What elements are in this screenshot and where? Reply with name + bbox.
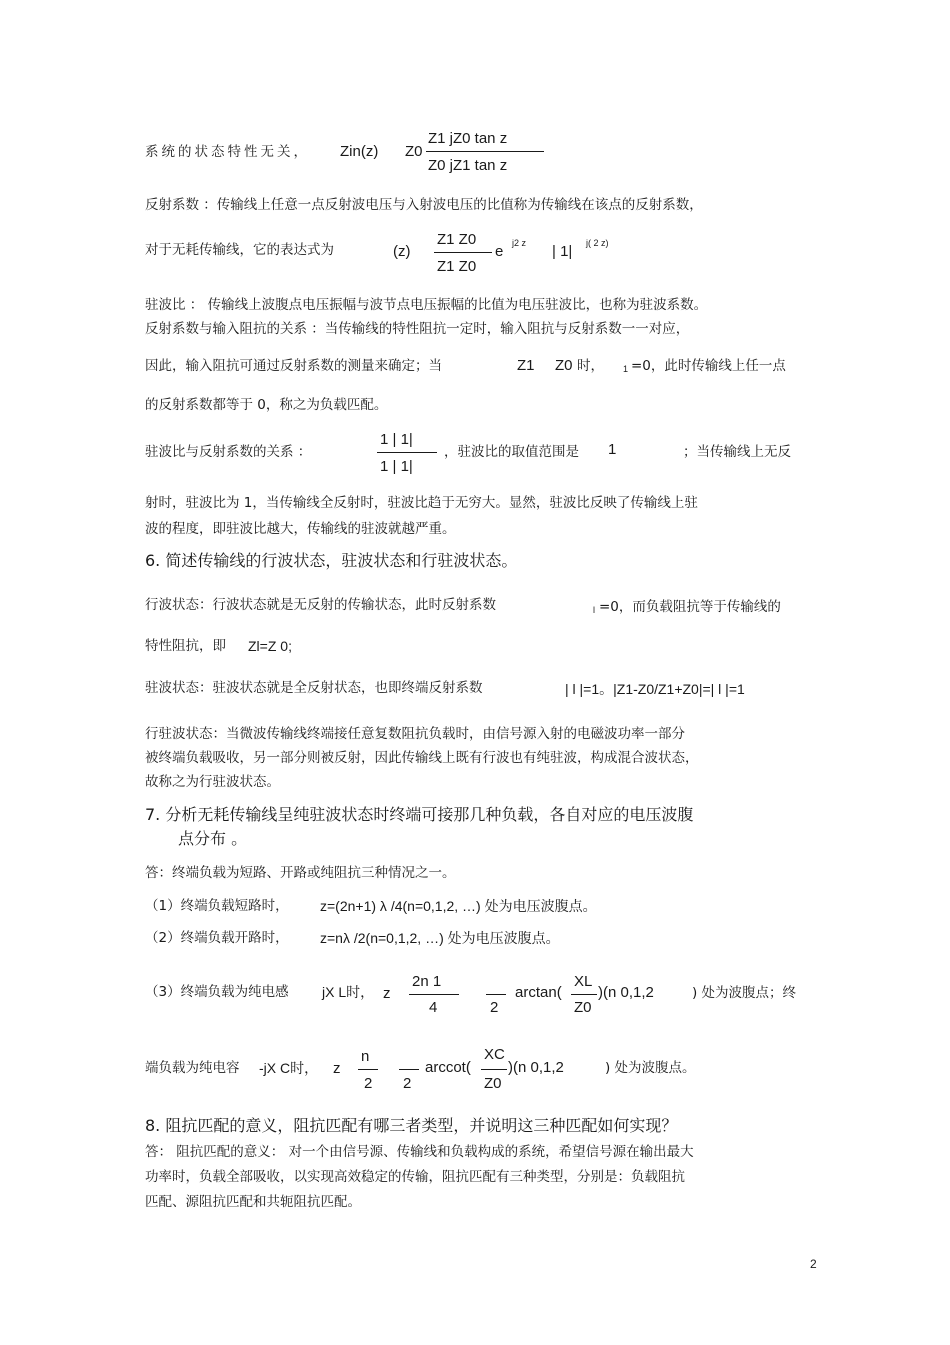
formula-xc: XC <box>484 1046 505 1063</box>
fraction-bar <box>399 1069 419 1070</box>
text-line: 故称之为行驻波状态。 <box>145 774 280 790</box>
fraction-bar <box>426 151 544 152</box>
formula-gamma-numerator: Z1 Z0 <box>437 231 477 248</box>
formula-vswr-range: 1 <box>608 441 617 458</box>
text-line: ；当传输线上无反 <box>683 444 791 460</box>
formula-xl: XL <box>574 973 593 990</box>
formula-gamma-subscript: l <box>593 605 595 615</box>
formula-jxl: jX L时， <box>322 984 375 1000</box>
formula-z1: Z1 <box>517 357 535 374</box>
question-heading: 8. 阻抗匹配的意义，阻抗匹配有哪三者类型，并说明这三种匹配如何实现？ <box>145 1116 678 1135</box>
formula-z: z <box>333 1060 341 1077</box>
text-line: 功率时，负载全部吸收，以实现高效稳定的传输，阻抗匹配有三种类型，分别是：负载阻抗 <box>145 1169 685 1185</box>
fraction-bar <box>377 452 437 453</box>
formula-z0: Z0 <box>484 1075 502 1092</box>
formula-tail: )(n 0,1,2 <box>508 1059 564 1076</box>
text-line: =0，此时传输线上任一点 <box>631 358 786 374</box>
formula-z: z <box>383 985 391 1002</box>
formula-z0: Z0 <box>574 999 592 1016</box>
text-line: （1）终端负载短路时， <box>145 898 289 914</box>
fraction-bar <box>486 994 506 995</box>
text-line: =0，而负载阻抗等于传输线的 <box>599 599 781 615</box>
question-heading: 7. 分析无耗传输线呈纯驻波状态时终端可接那几种负载，各自对应的电压波腹 <box>145 805 694 824</box>
formula-cap-numerator: n <box>361 1048 370 1065</box>
formula-gamma-exponent2: j( 2 z) <box>586 238 609 248</box>
formula-ind-numerator: 2n 1 <box>412 973 442 990</box>
text-line: 行驻波状态：当微波传输线终端接任意复数阻抗负载时，由信号源入射的电磁波功率一部分 <box>145 726 685 742</box>
formula-gamma-subscript: 1 <box>623 364 629 374</box>
text-line: 被终端负载吸收，另一部分则被反射，因此传输线上既有行波也有纯驻波，构成混合波状态， <box>145 750 699 766</box>
text-line: 端负载为纯电容 <box>145 1060 240 1076</box>
text-line: 行波状态：行波状态就是无反射的传输状态，此时反射系数 <box>145 597 496 613</box>
text-line: 驻波比与反射系数的关系 ： <box>145 444 312 460</box>
formula-arccot: arccot( <box>425 1059 471 1076</box>
formula-arctan: arctan( <box>515 984 562 1001</box>
formula-gamma-lhs: (z) <box>393 243 411 260</box>
text-line: 驻波状态：驻波状态就是全反射状态，也即终端反射系数 <box>145 680 483 696</box>
formula-jxc: -jX C时， <box>259 1060 319 1076</box>
text-line: 反射系数与输入阻抗的关系 ：当传输线的特性阻抗一定时，输入阻抗与反射系数一一对应， <box>145 321 690 337</box>
text-line: 系统的状态特性无关， <box>145 144 310 160</box>
formula-line: z=(2n+1) λ /4(n=0,1,2, …) 处为电压波腹点。 <box>320 898 597 914</box>
formula-ind-denominator: 4 <box>429 999 438 1016</box>
text-line: ) 处为波腹点；终 <box>692 985 797 1001</box>
text-line: ，驻波比的取值范围是 <box>444 444 579 460</box>
formula-ind-denominator2: 2 <box>490 999 499 1016</box>
formula-gamma-exponent: j2 z <box>512 238 527 248</box>
text-line: ) 处为波腹点。 <box>605 1060 696 1076</box>
text-line: 的反射系数都等于 0，称之为负载匹配。 <box>145 397 388 413</box>
question-heading: 6. 简述传输线的行波状态，驻波状态和行驻波状态。 <box>145 551 518 570</box>
text-line: 答：终端负载为短路、开路或纯阻抗三种情况之一。 <box>145 865 456 881</box>
formula-zin-denominator: Z0 jZ1 tan z <box>428 157 508 174</box>
fraction-bar <box>409 994 459 995</box>
text-line: 匹配、源阻抗匹配和共轭阻抗匹配。 <box>145 1194 361 1210</box>
formula-gamma-exp-base: e <box>495 243 504 260</box>
formula-zl: Zl=Z 0; <box>248 638 292 654</box>
text-line: 射时，驻波比为 1，当传输线全反射时，驻波比趋于无穷大。显然，驻波比反映了传输线上驻 <box>145 495 698 511</box>
formula-gamma-magnitude: | 1| <box>552 243 573 260</box>
fraction-bar <box>571 994 597 995</box>
text-line: 特性阻抗，即 <box>145 638 226 654</box>
text-line: 因此，输入阻抗可通过反射系数的测量来确定；当 <box>145 358 442 374</box>
formula-tail: )(n 0,1,2 <box>598 984 654 1001</box>
formula-cap-denominator2: 2 <box>403 1075 412 1092</box>
text-line: 反射系数 ：传输线上任意一点反射波电压与入射波电压的比值称为传输线在该点的反射系数， <box>145 197 703 213</box>
formula-vswr-numerator: 1 | 1| <box>380 431 413 448</box>
formula-vswr-denominator: 1 | 1| <box>380 458 413 475</box>
formula-gamma-abs: | l |=1。|Z1-Z0/Z1+Z0|=| l |=1 <box>565 681 745 697</box>
text-line: 对于无耗传输线，它的表达式为 <box>145 242 334 258</box>
page-number: 2 <box>810 1257 817 1271</box>
text-line: （3）终端负载为纯电感 <box>145 984 289 1000</box>
question-heading-cont: 点分布 。 <box>178 829 248 848</box>
formula-zin-numerator: Z1 jZ0 tan z <box>428 130 508 147</box>
formula-cap-denominator: 2 <box>364 1075 373 1092</box>
text-line: 答： 阻抗匹配的意义： 对一个由信号源、传输线和负载构成的系统，希望信号源在输出最大 <box>145 1144 694 1160</box>
text-line: （2）终端负载开路时， <box>145 930 289 946</box>
text-line: 时， <box>577 358 604 374</box>
formula-zin-lhs: Zin(z) <box>340 143 379 160</box>
fraction-bar <box>481 1069 507 1070</box>
formula-line: z=nλ /2(n=0,1,2, …) 处为电压波腹点。 <box>320 930 560 946</box>
text-line: 驻波比 ： 传输线上波腹点电压振幅与波节点电压振幅的比值为电压驻波比，也称为驻波系数。 <box>145 297 708 313</box>
fraction-bar <box>434 252 492 253</box>
formula-zin-z0: Z0 <box>405 143 423 160</box>
fraction-bar <box>358 1069 378 1070</box>
formula-gamma-denominator: Z1 Z0 <box>437 258 477 275</box>
text-line: 波的程度，即驻波比越大，传输线的驻波就越严重。 <box>145 521 456 537</box>
formula-z0: Z0 <box>555 357 573 374</box>
